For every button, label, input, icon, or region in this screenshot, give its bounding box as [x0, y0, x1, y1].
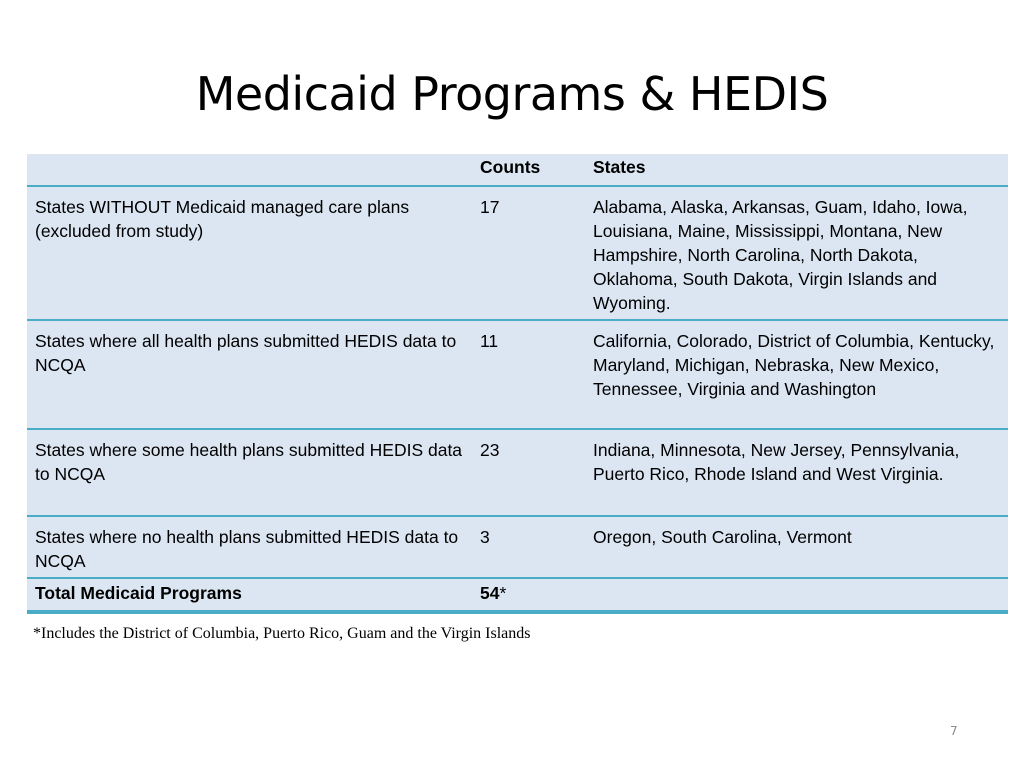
table-row: [27, 186, 1008, 320]
total-count: 54: [480, 583, 500, 603]
total-count-cell: [472, 578, 585, 612]
table-header-row: [27, 154, 1008, 186]
header-category: [27, 154, 472, 186]
table-total-row: [27, 578, 1008, 612]
total-count-footnote-mark: *: [499, 583, 507, 603]
header-states: States: [585, 154, 1008, 186]
row-count: 23: [472, 429, 585, 516]
row-category: States where all health plans submitted HEDIS data to NCQA: [27, 320, 472, 429]
page-number: 7: [950, 724, 958, 738]
row-category: States where no health plans submitted HEDIS data to NCQA: [27, 516, 472, 578]
row-states: Oregon, South Carolina, Vermont: [585, 516, 1008, 578]
data-table: [27, 154, 1008, 614]
total-states-empty: [585, 578, 1008, 612]
medicaid-programs-table: [27, 154, 1008, 614]
footnote: *Includes the District of Columbia, Puerto Rico, Guam and the Virgin Islands: [33, 625, 531, 642]
table-row: [27, 516, 1008, 578]
row-states: Indiana, Minnesota, New Jersey, Pennsylvania, Puerto Rico, Rhode Island and West Virginia.: [585, 429, 1008, 516]
table-row: [27, 320, 1008, 429]
table-row: [27, 429, 1008, 516]
row-states: Alabama, Alaska, Arkansas, Guam, Idaho, Iowa, Louisiana, Maine, Mississippi, Montana, New Hampshire, North Carolina, North Dakota, Oklahoma, South Dakota, Virgin Islands and Wyoming.: [585, 186, 1008, 320]
row-category: States WITHOUT Medicaid managed care plans (excluded from study): [27, 186, 472, 320]
slide-title: Medicaid Programs & HEDIS: [195, 67, 829, 121]
row-category: States where some health plans submitted HEDIS data to NCQA: [27, 429, 472, 516]
header-counts: Counts: [472, 154, 585, 186]
row-states: California, Colorado, District of Columbia, Kentucky, Maryland, Michigan, Nebraska, New Mexico, Tennessee, Virginia and Washington: [585, 320, 1008, 429]
row-count: 3: [472, 516, 585, 578]
total-label: Total Medicaid Programs: [27, 578, 472, 612]
row-count: 17: [472, 186, 585, 320]
row-count: 11: [472, 320, 585, 429]
